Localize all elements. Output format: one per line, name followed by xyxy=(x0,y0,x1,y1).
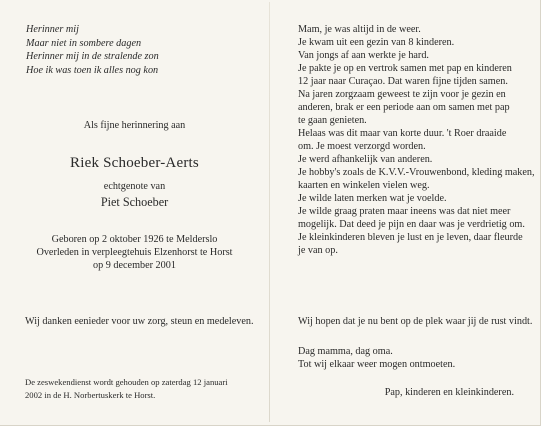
farewell-text xyxy=(298,345,455,371)
spouse-label: echtgenote van xyxy=(103,181,166,192)
letter-line: Je hobby's zoals de K.V.V.-Vrouwenbond, kleding maken, xyxy=(298,167,535,178)
letter-text xyxy=(298,23,535,257)
life-dates xyxy=(0,233,269,272)
signature: Pap, kinderen en kleinkinderen. xyxy=(384,387,514,398)
service-line: De zeswekendienst wordt gehouden op zaterdag 12 januari xyxy=(25,377,228,387)
letter-line: Mam, je was altijd in de weer. xyxy=(298,24,421,35)
letter-line: Na jaren zorgzaam geweest te zijn voor je gezin en xyxy=(298,89,506,100)
letter-line: mogelijk. Dat deed je pijn en daar was je verdrietig om. xyxy=(298,219,525,230)
death-date-line: op 9 december 2001 xyxy=(93,260,176,271)
letter-line: 12 jaar naar Curaçao. Dat waren fijne tijden samen. xyxy=(298,76,508,87)
farewell-line: Dag mamma, dag oma. xyxy=(298,346,393,357)
thanks-text: Wij danken eenieder voor uw zorg, steun en medeleven. xyxy=(25,316,254,327)
spouse-name: Piet Schoeber xyxy=(100,195,169,209)
death-line: Overleden in verpleegtehuis Elzenhorst te Horst xyxy=(36,247,233,258)
farewell-line: Tot wij elkaar weer mogen ontmoeten. xyxy=(298,359,456,370)
letter-line: te gaan genieten. xyxy=(298,115,367,126)
letter-line: Je pakte je op en vertrok samen met pap en kinderen xyxy=(298,63,512,74)
letter-line: je van op. xyxy=(298,245,338,256)
poem-line: Herinner mij in de stralende zon xyxy=(26,51,159,62)
letter-line: anderen, brak er een periode aan om samen met pap xyxy=(298,102,510,113)
letter-line: Helaas was dit maar van korte duur. 't Roer draaide xyxy=(298,128,507,139)
letter-line: Je kwam uit een gezin van 8 kinderen. xyxy=(298,37,455,48)
birth-line: Geboren op 2 oktober 1926 te Melderslo xyxy=(51,234,218,245)
letter-line: Je kleinkinderen bleven je lust en je leven, daar fleurde xyxy=(298,232,523,243)
service-notice xyxy=(25,376,228,402)
deceased-name: Riek Schoeber-Aerts xyxy=(70,155,199,171)
card-fold xyxy=(269,2,270,422)
letter-line: kaarten en winkelen vielen weg. xyxy=(298,180,430,191)
letter-line: Je wilde laten merken wat je voelde. xyxy=(298,193,447,204)
letter-line: om. Je moest verzorgd worden. xyxy=(298,141,426,152)
poem-line: Herinner mij xyxy=(26,24,79,35)
letter-line: Je werd afhankelijk van anderen. xyxy=(298,154,433,165)
poem-line: Maar niet in sombere dagen xyxy=(26,37,142,49)
letter-line: Je wilde graag praten maar ineens was dat niet meer xyxy=(298,206,511,217)
poem xyxy=(26,23,159,77)
closing-text: Wij hopen dat je nu bent op de plek waar jij de rust vindt. xyxy=(298,316,533,327)
letter-line: Van jongs af aan werkte je hard. xyxy=(298,50,429,61)
poem-line: Hoe ik was toen ik alles nog kon xyxy=(26,64,159,76)
intro-text: Als fijne herinnering aan xyxy=(83,120,186,131)
service-line: 2002 in de H. Norbertuskerk te Horst. xyxy=(25,390,156,400)
